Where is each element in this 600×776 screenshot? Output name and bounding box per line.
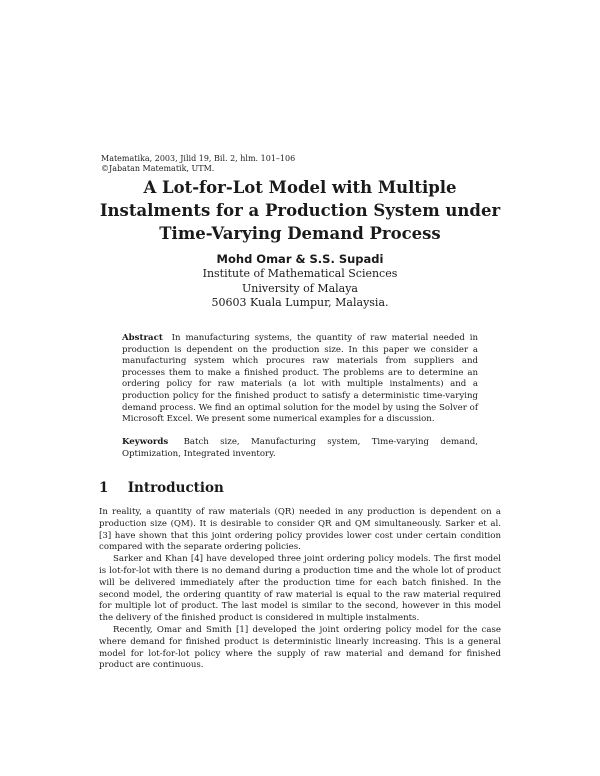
journal-header [101, 154, 295, 174]
journal-citation: Matematika, 2003, Jilid 19, Bil. 2, hlm. 101–106 [101, 154, 296, 163]
section-heading [99, 480, 224, 496]
abstract-label: Abstract [122, 333, 163, 343]
paragraph: Recently, Omar and Smith [1] developed the joint ordering policy model for the case where demand for finished product is deterministic linearly increasing. This is a general model for lot-for-lot policy where the supply of raw material and demand for finished product are continuous. [99, 624, 501, 671]
section-number: 1 [99, 480, 109, 496]
section-title: Introduction [127, 480, 224, 496]
author-affiliation [60, 267, 540, 311]
affiliation-line-2: University of Malaya [241, 281, 358, 295]
abstract-block [122, 333, 478, 426]
journal-copyright: ©Jabatan Matematik, UTM. [101, 164, 215, 173]
abstract-text: In manufacturing systems, the quantity of raw material needed in production is dependent on the production size. In this paper we consider a manufacturing system which procures raw materials from suppliers and processes them to make a finished product. The problems are to determine an ordering policy for raw materials (a lot with multiple instalments) and a production policy for the finished product to satisfy a deterministic time-varying demand process. We find an optimal solution for the model by using the Solver of Microsoft Excel. We present some numerical examples for a discussion. [122, 333, 478, 425]
title-line-3: Time-Varying Demand Process [159, 224, 441, 243]
keywords-text: Batch size, Manufacturing system, Time-varying demand, Optimization, Integrated inventory. [122, 437, 478, 459]
title-line-1: A Lot-for-Lot Model with Multiple [143, 178, 457, 197]
section-body [99, 507, 501, 672]
paragraph: In reality, a quantity of raw materials (QR) needed in any production is dependent on a production size (QM). It is desirable to consider QR and QM simultaneously. Sarker et al. [3] have shown that this joint ordering policy provides lower cost under certain condition compared with the separate ordering policies. [99, 507, 501, 553]
paper-authors: Mohd Omar & S.S. Supadi [216, 252, 384, 266]
affiliation-line-3: 50603 Kuala Lumpur, Malaysia. [211, 296, 389, 309]
paper-title [60, 176, 540, 245]
keywords-label: Keywords [122, 437, 169, 447]
affiliation-line-1: Institute of Mathematical Sciences [202, 267, 398, 280]
keywords-block [122, 437, 478, 460]
paragraph: Sarker and Khan [4] have developed three joint ordering policy models. The first model is lot-for-lot with there is no demand during a production time and the whole lot of product will be delivered immediately after the production time for each batch finished. In the second model, the ordering quantity of raw material is equal to the raw material required for multiple lot of product. The last model is similar to the second, however in this model the delivery of the finished product is considered in multiple instalments. [99, 554, 501, 624]
title-line-2: Instalments for a Production System under [99, 201, 501, 220]
